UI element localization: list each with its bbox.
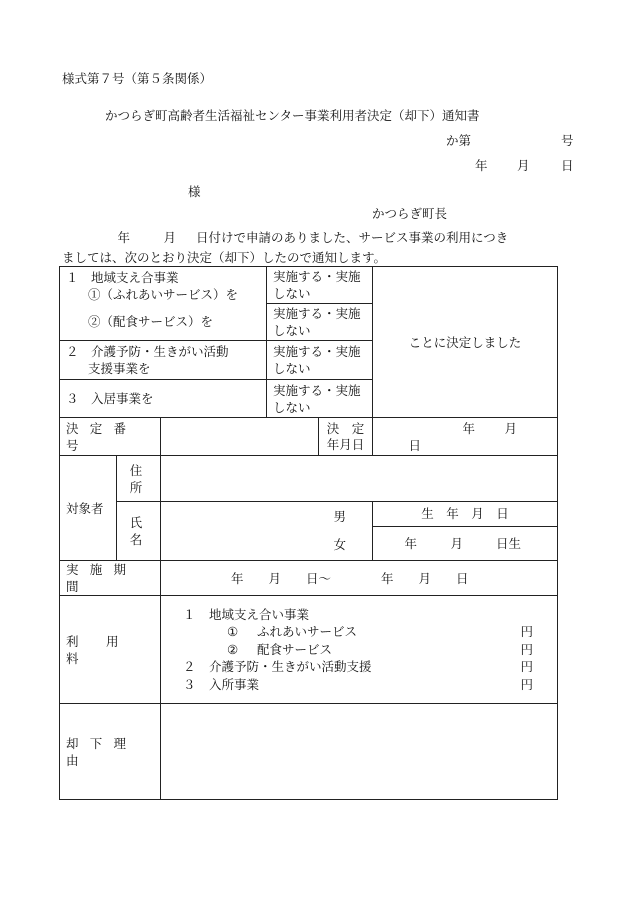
service-item-1b: ②（配食サービス）を [60,304,267,341]
decision-date-label-2: 年月日 [326,436,365,452]
rejection-field[interactable] [161,704,558,800]
document-number-suffix: 号 [561,133,574,148]
service-item-2-line1: ２ 介護予防・生きがい活動 [66,344,229,359]
fee-line-2-text: 介護予防・生きがい活動支援 [209,659,372,675]
fee-line-2 [183,658,533,676]
service-item-1a: ①（ふれあいサービス）を [88,287,239,302]
service-item-3: ３ 入居事業を [60,380,267,418]
fee-line-1b [183,641,533,659]
fee-line-1 [183,606,533,624]
intro-line2: ましては、次のとおり決定（却下）したので通知します。 [62,250,387,265]
notice-form-table [59,266,558,800]
fee-line-3-yen: 円 [520,676,534,692]
fee-line-1a-text: ふれあいサービス [257,624,358,640]
document-title: かつらぎ町高齢者生活福祉センター事業利用者決定（却下）通知書 [105,108,480,123]
decision-date-label-1: 決 定 [326,420,365,436]
decision-number-field[interactable] [161,418,319,456]
fee-line-1b-yen: 円 [520,641,534,657]
birth-date-cell [373,502,558,561]
decision-number-label: 決定番号 [60,418,161,456]
gender-male[interactable]: 男 [333,509,347,524]
name-label: 氏名 [117,502,161,561]
fee-line-1b-marker: ② [227,641,239,657]
period-label: 実施期間 [60,561,161,596]
address-field[interactable] [161,456,558,502]
decision-date-year: 年 [462,420,476,436]
service-item-2 [60,341,267,380]
header-date-month: 月 [517,158,530,173]
issuer: かつらぎ町長 [372,206,448,221]
choice-2[interactable]: 実施する・実施しない [267,341,373,380]
choice-3[interactable]: 実施する・実施しない [267,380,373,418]
fee-line-3-text: 入所事業 [209,676,260,692]
birth-month: 月 [450,536,464,551]
fee-line-1-number: １ [183,606,196,622]
fee-field [161,596,558,704]
intro-month: 月 [163,230,176,245]
decision-date-month: 月 [504,420,518,436]
addressee-honorific: 様 [188,184,201,199]
header-date-day: 日 [561,158,574,173]
birth-date-header: 生 年 月 日 [373,502,557,527]
form-number: 様式第７号（第５条関係） [62,71,213,86]
service-item-2-line2: 支援事業を [88,361,151,376]
fee-line-3 [183,676,533,694]
fee-line-2-yen: 円 [520,659,534,675]
period-field[interactable]: 年 月 日～ 年 月 日 [161,561,558,596]
decision-text: ことに決定しました [373,267,558,418]
address-label: 住所 [117,456,161,502]
fee-line-1b-text: 配食サービス [257,641,333,657]
gender-female[interactable]: 女 [333,537,347,552]
fee-line-1a [183,623,533,641]
subject-label: 対象者 [60,456,117,561]
fee-line-1-text: 地域支え合い事業 [209,606,310,622]
intro-line1: 日付けで申請のありました、サービス事業の利用につき [196,230,509,245]
fee-line-1a-marker: ① [227,624,239,640]
header-date-year: 年 [475,158,488,173]
choice-1b[interactable]: 実施する・実施しない [267,304,373,341]
service-item-1-title: １ 地域支え合事業 [66,270,179,285]
birth-year: 年 [404,536,418,551]
intro-paragraph [62,228,574,268]
birth-date-field[interactable] [373,527,557,560]
decision-date-field[interactable] [373,418,558,456]
document-number-prefix: か第 [446,133,472,148]
name-field[interactable] [161,502,373,561]
fee-line-2-number: ２ [183,659,196,675]
birth-day: 日生 [496,536,522,551]
rejection-label: 却下理由 [60,704,161,800]
fee-line-1a-yen: 円 [520,624,534,640]
decision-date-day: 日 [408,437,422,453]
fee-label: 利用料 [60,596,161,704]
service-item-1 [60,267,267,304]
choice-1a[interactable]: 実施する・実施しない [267,267,373,304]
decision-date-label [319,418,373,456]
fee-line-3-number: ３ [183,676,196,692]
intro-year: 年 [117,230,130,245]
